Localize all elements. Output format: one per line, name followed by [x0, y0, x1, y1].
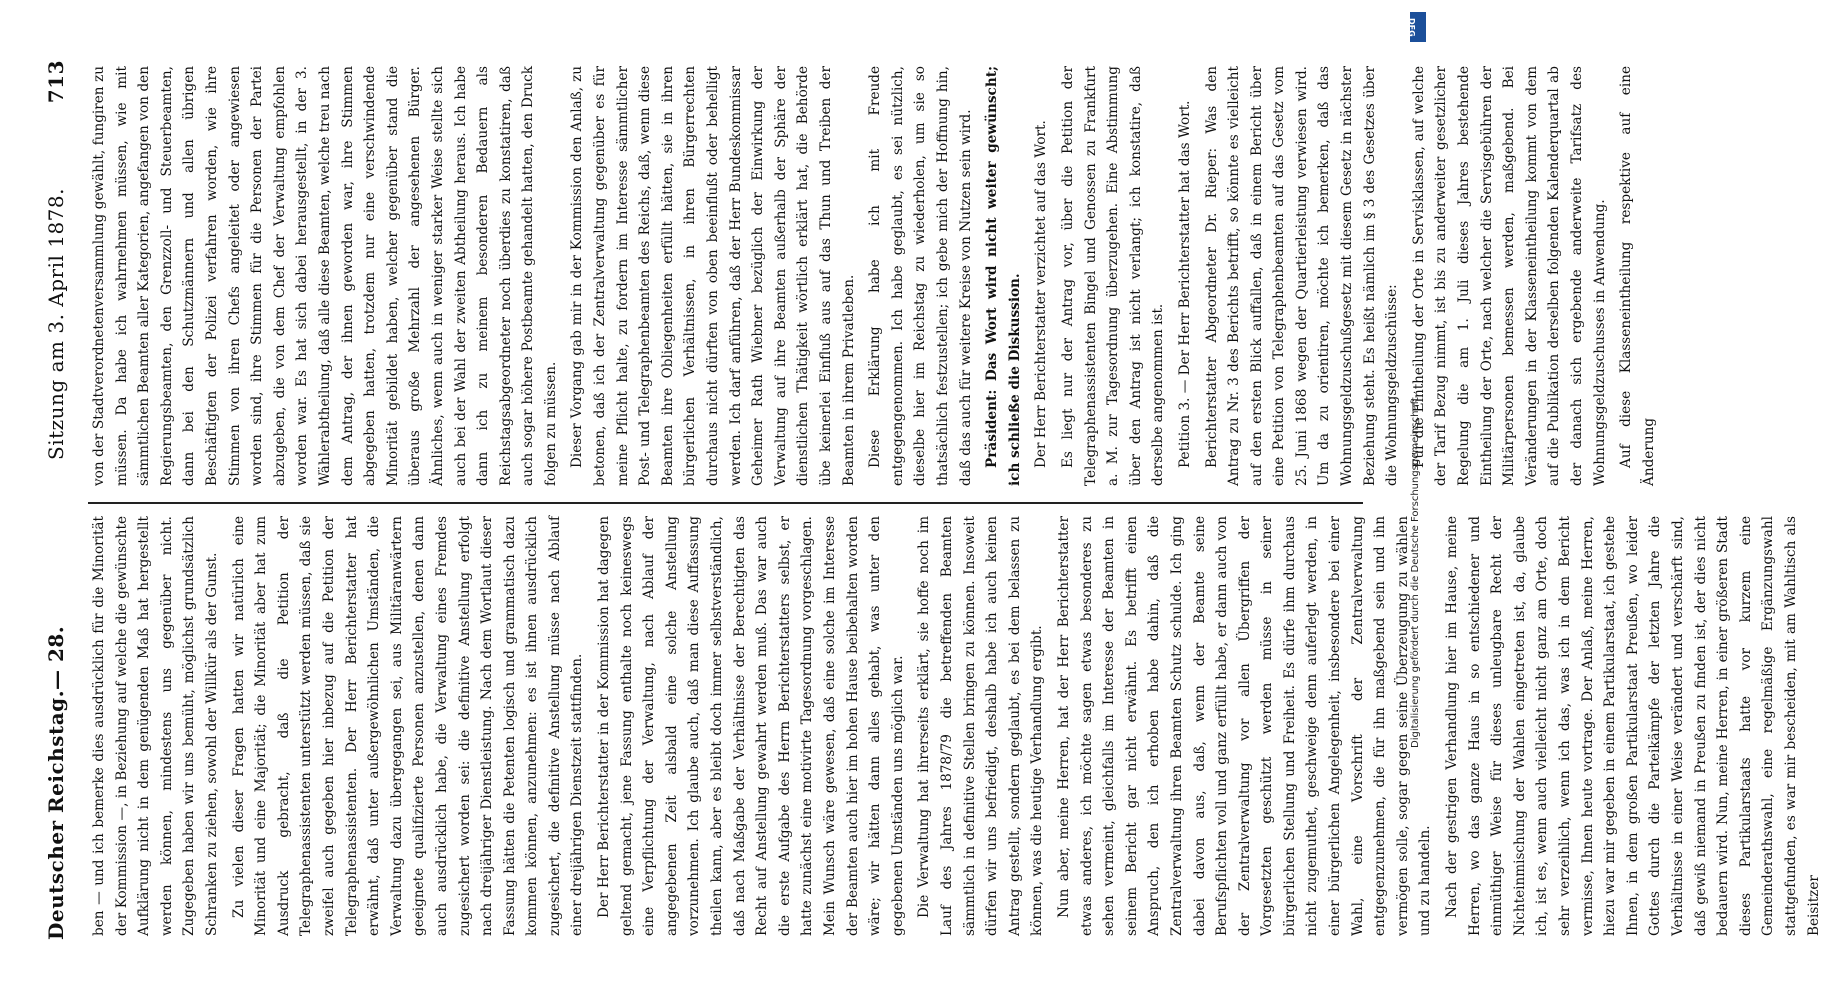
dfg-logo-icon: DFG: [1410, 12, 1426, 42]
paragraph: von der Stadtverordnetenversammlung gewählt, fungiren zu müssen. Da habe ich wahrnehmen müssen, wie mit sämmtlichen Beamten aller Kategorien, angefangen von den Regierungsbeamten, den Grenzzoll- und Steuerbeamten, dann bei den Schutzmännern und allen übrigen Beschäftigten der Polizei verfahren worden, wie ihre Stimmen von ihren Chefs angeleitet oder angewiesen worden sind, ihre Stimmen für die Personen der Partei abzugeben, die von dem Chef der Verwaltung empfohlen worden war. Es hat sich dabei herausgestellt, in der 3. Wählerabtheilung, daß alle diese Beamten, welche treu nach dem Antrag, der ihnen geworden war, ihre Stimmen abgegeben hatten, trotzdem nur eine verschwindende Minorität gebildet haben, welcher gegenüber stand die überaus große Mehrzahl der angesehenen Bürger. Ähnliches, wenn auch in weniger starker Weise stellte sich auch bei der Wahl der zweiten Abtheilung heraus. Ich habe dann ich zu meinem besonderen Bedauern als Reichstagsabgeordneter noch überdies zu konstatiren, daß auch sogar höhere Postbeamte gehandelt hatten, den Druck folgen zu müssen.: [91, 66, 559, 486]
publication-title: Deutscher Reichstag.: [44, 689, 68, 940]
paragraph: Zu vielen dieser Fragen hatten wir natürlich eine Minorität und eine Majorität; die Minorität aber hat zum Ausdruck gebracht, daß die Petition der Telegraphenassistenten unterstützt werden müssen, daß sie zweifel auch gegeben hier inbezug auf die Petition der Telegraphenassistenten. Der Herr Berichterstatter hat erwähnt, daß unter außergewöhnlichen Umständen, die Verwaltung dazu übergegangen sei, aus Militäranwärtern geeignete qualifizierte Personen anzustellen, denen dann auch ausdrücklich habe, die Verwaltung eines Fremdes zugesichert worden sei: die definitive Anstellung erfolgt nach dreijähriger Dienstleistung. Nach dem Wortlaut dieser Fassung hätten die Petenten logisch und grammatisch dazu kommen können, anzunehmen: es ist ihnen ausdrücklich zugesichert, die definitive Anstellung müsse nach Ablauf einer dreijährigen Dienstzeit stattfinden.: [230, 516, 586, 936]
digitization-credit: [1409, 8, 1427, 992]
paragraph: Dieser Vorgang gab mir in der Kommission den Anlaß, zu betonen, daß ich der Zentralverwaltung gegenüber es für meine Pflicht halte, zu fordern im Interesse sämmtlicher Post- und Telegraphenbeamten des Reichs, daß, wenn diese Beamten ihre Obliegenheiten erfüllt hätten, sie in ihren bürgerlichen Verhältnissen, in ihren Bürgerrechten durchaus nicht dürften von oben beeinflußt oder behelligt werden. Ich darf anführen, daß der Herr Bundeskommissar Geheimer Rath Wiebner bezüglich der Einwirkung der Verwaltung auf ihre Beamten außerhalb der Sphäre der dienstlichen Thätigkeit wörtlich erklärt hat, die Behörde übe keinerlei Einfluß aus auf das Thun und Treiben der Beamten in ihrem Privatleben.: [569, 66, 857, 486]
credit-text: Digitalisierung gefördert durch die Deutsche Forschungsgemeinschaft ·: [1410, 390, 1421, 748]
session-date: Sitzung am 3. April 1878.: [44, 188, 68, 460]
session-number: — 28.: [44, 625, 68, 690]
page-number: 713: [44, 60, 68, 104]
paragraph: Petition 3. — Der Herr Berichterstatter hat das Wort.: [1176, 100, 1193, 468]
paragraph: Diese Erklärung habe ich mit Freude entgegengenommen. Ich habe geglaubt, es sei nützlich, dieselbe hier im Reichstag zu wiederholen, um sie so thatsächlich festzustellen; ich gebe mich der Hoffnung hin, daß das auch für weitere Kreise von Nutzen sein wird.: [867, 66, 974, 486]
paragraph-quote: Für die Eintheilung der Orte in Servisklassen, auf welche der Tarif Bezug nimmt, ist bis zu anderweiter gesetzlicher Regelung die am 1. Juli dieses Jahres bestehende Eintheilung der Orte, nach welcher die Servisgebühren der Militärpersonen bemessen werden, maßgebend. Bei Veränderungen in der Klasseneintheilung kommt von dem auf die Publikation derselben folgenden Kalenderquartal ab der danach sich ergebende anderweite Tarifsatz des Wohnungsgeldzuschusses in Anwendung.: [1410, 66, 1608, 486]
paragraph: Der Herr Berichterstatter verzichtet auf das Wort.: [1033, 120, 1050, 468]
paragraph: Nach der gestrigen Verhandlung hier im Hause, meine Herren, wo das ganze Haus in so entschiedener und einmüthiger Weise für dieses unleugbare Recht der Nichteinmischung der Wahlen eingetreten ist, da, glaube ich, ist es, wenn auch vielleicht nicht ganz am Orte, doch sehr verzeihlich, wenn ich das, was ich in dem Bericht vermisse, Ihnen heute vortrage. Der Anlaß, meine Herren, hiezu war mir gegeben in einem Partikularstaat, ich gestehe Ihnen, in dem großen Partikularstaat Preußen, wo leider Gottes durch die Parteikämpfe der letzten Jahre die Verhältnisse in einer Weise verändert und verschärft sind, daß gewiß niemand in Preußen zu finden ist, der dies nicht bedauern wird. Nun, meine Herren, in einer größeren Stadt dieses Partikularstaats hatte vor kurzem eine Gemeinderathswahl, eine regelmäßige Ergänzungswahl stattgefunden, es war mir bescheiden, mit am Wahltisch als Beisitzer: [1444, 516, 1822, 936]
paragraph: Der Herr Berichterstatter in der Kommission hat dagegen geltend gemacht, jene Fassung enthalte noch keineswegs eine Verpflichtung der Verwaltung, nach Ablauf der angegebenen Zeit alsbald eine solche Anstellung vorzunehmen. Ich glaube auch, daß man diese Auffassung theilen kann, aber es bleibt doch immer selbstverständlich, daß nach Maßgabe der Verhältnisse der Berechtigten das Recht auf Anstellung gewahrt werden muß. Das war auch die erste Aufgabe des Herrn Berichterstatters selbst, er hatte zunächst eine motivirte Tagesordnung vorgeschlagen. Mein Wunsch wäre gewesen, daß eine solche im Interesse der Beamten auch hier im hohen Hause beibehalten worden wäre; wir hätten dann alles gehabt, was unter den gegebenen Umständen uns möglich war.: [596, 516, 906, 936]
page-header: [40, 60, 76, 940]
text-column-right: [88, 66, 1657, 486]
paragraph: ben — und ich bemerke dies ausdrücklich für die Minorität der Kommission —, in Beziehung auf welche die gewünschte Aufklärung nicht in dem genügenden Maß hat hergestellt werden können, mindestens uns gegenüber nicht. Zugegeben haben wir uns bemüht, möglichst grundsätzlich Schranken zu ziehen, sowohl der Willkür als der Gunst.: [91, 516, 220, 936]
paragraph: Berichterstatter Abgeordneter Dr. Rieper: Was den Antrag zu Nr. 3 des Berichts betrifft, so könnte es vielleicht auf den ersten Blick auffallen, daß in einem Bericht über eine Petition von Telegraphenbeamten auf das Gesetz vom 25. Juni 1868 wegen der Quartierleistung verwiesen wird. Um da zu orientiren, möchte ich bemerken, daß das Wohnungsgeldzuschußgesetz mit diesem Gesetz in nächster Beziehung steht. Es heißt nämlich im § 3 des Gesetzes über die Wohnungsgeldzuschüsse:: [1203, 66, 1401, 486]
paragraph: Die Verwaltung hat ihrerseits erklärt, sie hoffe noch im Lauf des Jahres 1878/79 die betreffenden Beamten sämmtlich in definitive Stellen bringen zu können. Insoweit dürfen wir uns befriedigt, deshalb habe ich auch keinen Antrag gestellt, sondern geglaubt, es bei dem belassen zu können, was die heutige Verhandlung ergibt.: [916, 516, 1046, 936]
paragraph: Nun aber, meine Herren, hat der Herr Berichterstatter etwas anderes, ich möchte sagen etwas besonderes zu sehen vermeint, gleichfalls im Interesse der Beamten in seinem Bericht gar nicht erwähnt. Es betrifft einen Anspruch, den ich erhoben habe dahin, daß die Zentralverwaltung ihren Beamten Schutz schulde. Ich ging dabei davon aus, daß, wenn der Beamte seine Berufspflichten voll und ganz erfüllt habe, er dann auch von der Zentralverwaltung vor allen Übergriffen der Vorgesetzten geschützt werden müsse in seiner bürgerlichen Stellung und Freiheit. Es dürfe ihm durchaus nicht zugemuthet, geschweige denn auferlegt werden, in einer bürgerlichen Angelegenheit, insbesondere bei einer Wahl, eine Vorschrift der Zentralverwaltung entgegenzunehmen, die für ihn maßgebend sein und ihn vermögen solle, sogar gegen seine Überzeugung zu wählen und zu handeln.: [1055, 516, 1434, 936]
paragraph: Es liegt nur der Antrag vor, über die Petition der Telegraphenassistenten Bingel und Genossen zu Frankfurt a. M. zur Tagesordnung überzugehen. Eine Abstimmung über den Antrag ist nicht verlangt; ich konstatire, daß derselbe angenommen ist.: [1059, 66, 1167, 486]
column-divider: [88, 502, 1363, 504]
paragraph-president: Präsident: Das Wort wird nicht weiter gewünscht; ich schließe die Diskussion.: [984, 66, 1023, 486]
paragraph: Auf diese Klasseneintheilung respektive auf eine Änderung: [1618, 66, 1657, 486]
